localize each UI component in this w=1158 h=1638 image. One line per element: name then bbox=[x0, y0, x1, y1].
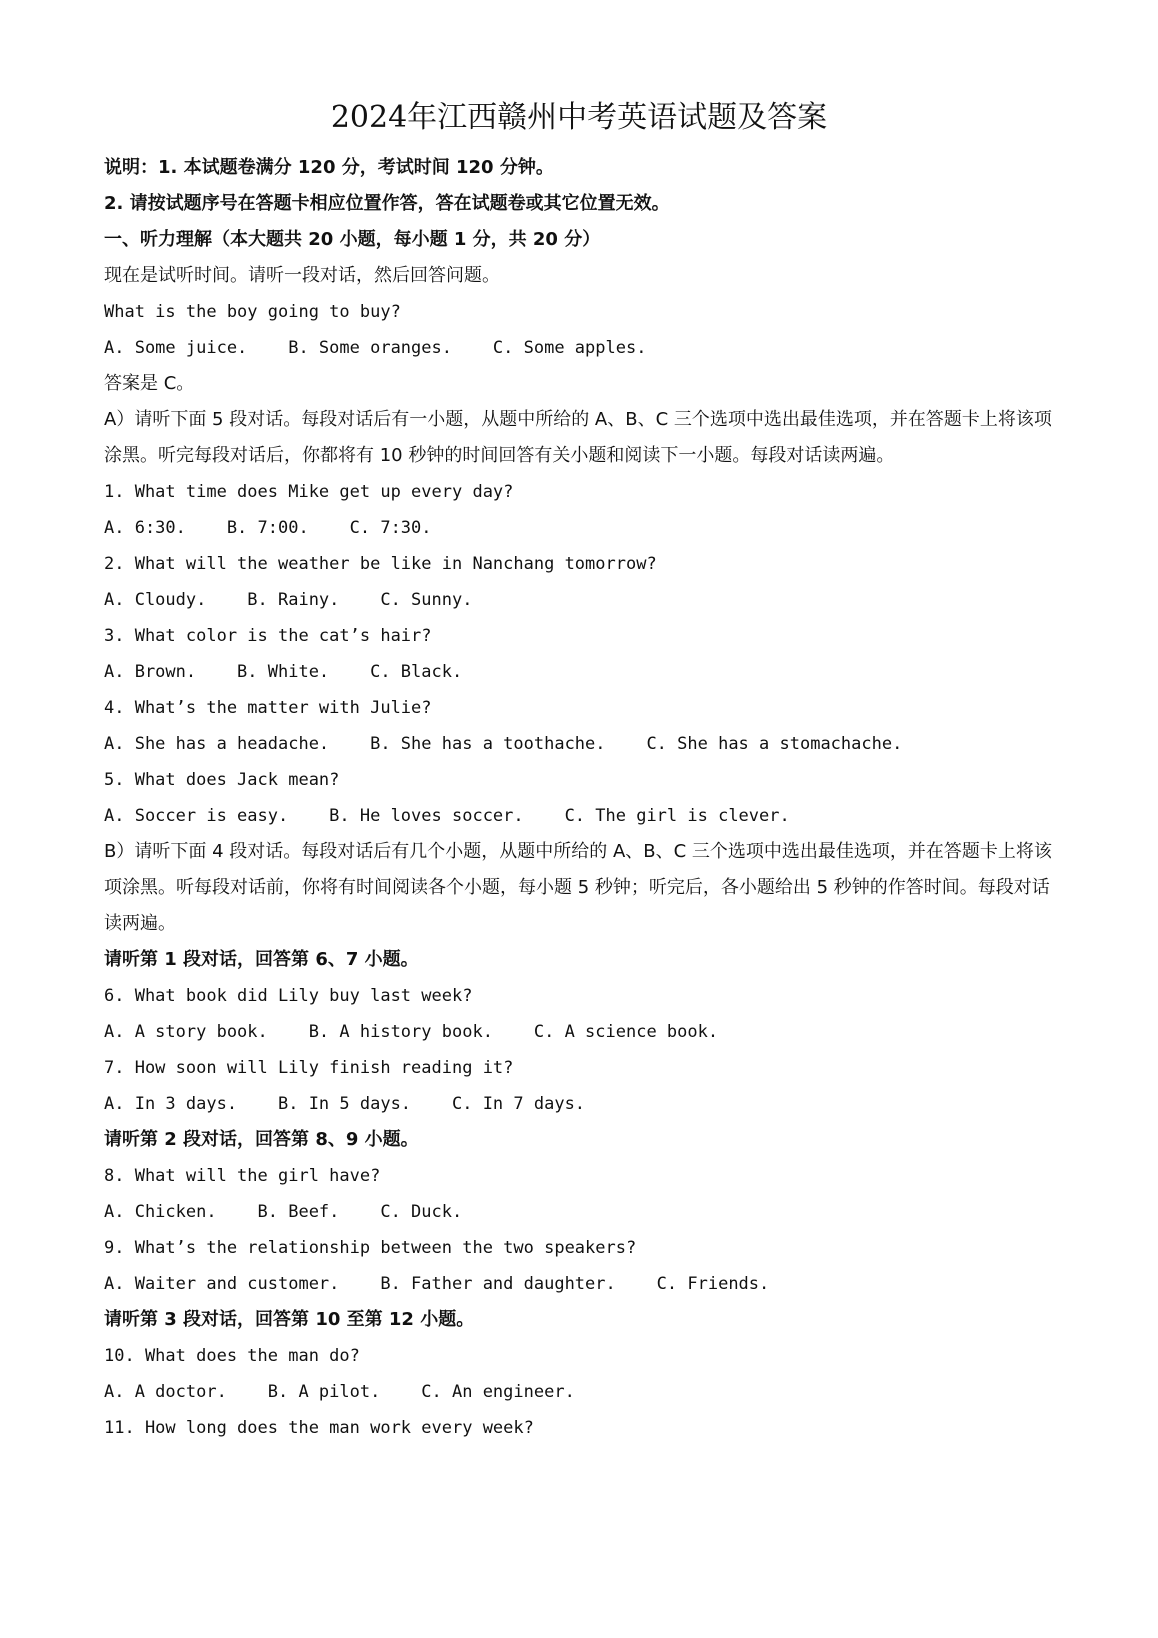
section-heading: 请听第 3 段对话，回答第 10 至第 12 小题。 bbox=[104, 1309, 475, 1330]
section-heading: 请听第 2 段对话，回答第 8、9 小题。 bbox=[104, 1129, 419, 1150]
question-line: A. Waiter and customer. B. Father and daughter. C. Friends. bbox=[104, 1274, 770, 1294]
section-heading: 说明：1. 本试题卷满分 120 分，考试时间 120 分钟。 bbox=[104, 157, 554, 178]
section-heading: 2. 请按试题序号在答题卡相应位置作答，答在试题卷或其它位置无效。 bbox=[104, 193, 670, 214]
question-line: A. 6:30. B. 7:00. C. 7:30. bbox=[104, 518, 432, 538]
question-line: 5. What does Jack mean? bbox=[104, 770, 340, 790]
section-heading: 请听第 1 段对话，回答第 6、7 小题。 bbox=[104, 949, 419, 970]
text-line: 现在是试听时间。请听一段对话，然后回答问题。 bbox=[104, 265, 500, 286]
section-heading: 一、听力理解（本大题共 20 小题，每小题 1 分，共 20 分） bbox=[104, 229, 601, 250]
question-line: 8. What will the girl have? bbox=[104, 1166, 381, 1186]
question-line: 7. How soon will Lily finish reading it? bbox=[104, 1058, 514, 1078]
question-line: 1. What time does Mike get up every day? bbox=[104, 482, 514, 502]
document-body bbox=[104, 150, 1054, 1446]
question-line: A. Chicken. B. Beef. C. Duck. bbox=[104, 1202, 463, 1222]
question-line: 9. What’s the relationship between the two speakers? bbox=[104, 1238, 637, 1258]
question-line: A. Soccer is easy. B. He loves soccer. C. The girl is clever. bbox=[104, 806, 790, 826]
instruction-paragraph: B）请听下面 4 段对话。每段对话后有几个小题，从题中所给的 A、B、C 三个选项中选出最佳选项，并在答题卡上将该项涂黑。听每段对话前，你将有时间阅读各个小题，每小题 5 秒钟；听完后，各小题给出 5 秒钟的作答时间。每段对话读两遍。 bbox=[104, 841, 1052, 934]
instruction-paragraph: A）请听下面 5 段对话。每段对话后有一小题，从题中所给的 A、B、C 三个选项中选出最佳选项，并在答题卡上将该项涂黑。听完每段对话后，你都将有 10 秒钟的时间回答有关小题和阅读下一小题。每段对话读两遍。 bbox=[104, 409, 1052, 466]
question-line: 6. What book did Lily buy last week? bbox=[104, 986, 473, 1006]
question-line: 11. How long does the man work every week? bbox=[104, 1418, 534, 1438]
question-line: 10. What does the man do? bbox=[104, 1346, 360, 1366]
question-line: A. She has a headache. B. She has a toothache. C. She has a stomachache. bbox=[104, 734, 903, 754]
question-line: 3. What color is the cat’s hair? bbox=[104, 626, 432, 646]
question-line: A. A story book. B. A history book. C. A science book. bbox=[104, 1022, 719, 1042]
question-line: A. In 3 days. B. In 5 days. C. In 7 days. bbox=[104, 1094, 586, 1114]
question-line: A. Some juice. B. Some oranges. C. Some apples. bbox=[104, 338, 647, 358]
question-line: A. Cloudy. B. Rainy. C. Sunny. bbox=[104, 590, 473, 610]
page-title: 2024年江西赣州中考英语试题及答案 bbox=[330, 100, 828, 135]
question-line: A. A doctor. B. A pilot. C. An engineer. bbox=[104, 1382, 575, 1402]
question-line: 2. What will the weather be like in Nanchang tomorrow? bbox=[104, 554, 657, 574]
question-line: A. Brown. B. White. C. Black. bbox=[104, 662, 463, 682]
question-line: 4. What’s the matter with Julie? bbox=[104, 698, 432, 718]
question-line: What is the boy going to buy? bbox=[104, 302, 401, 322]
text-line: 答案是 C。 bbox=[104, 373, 195, 394]
